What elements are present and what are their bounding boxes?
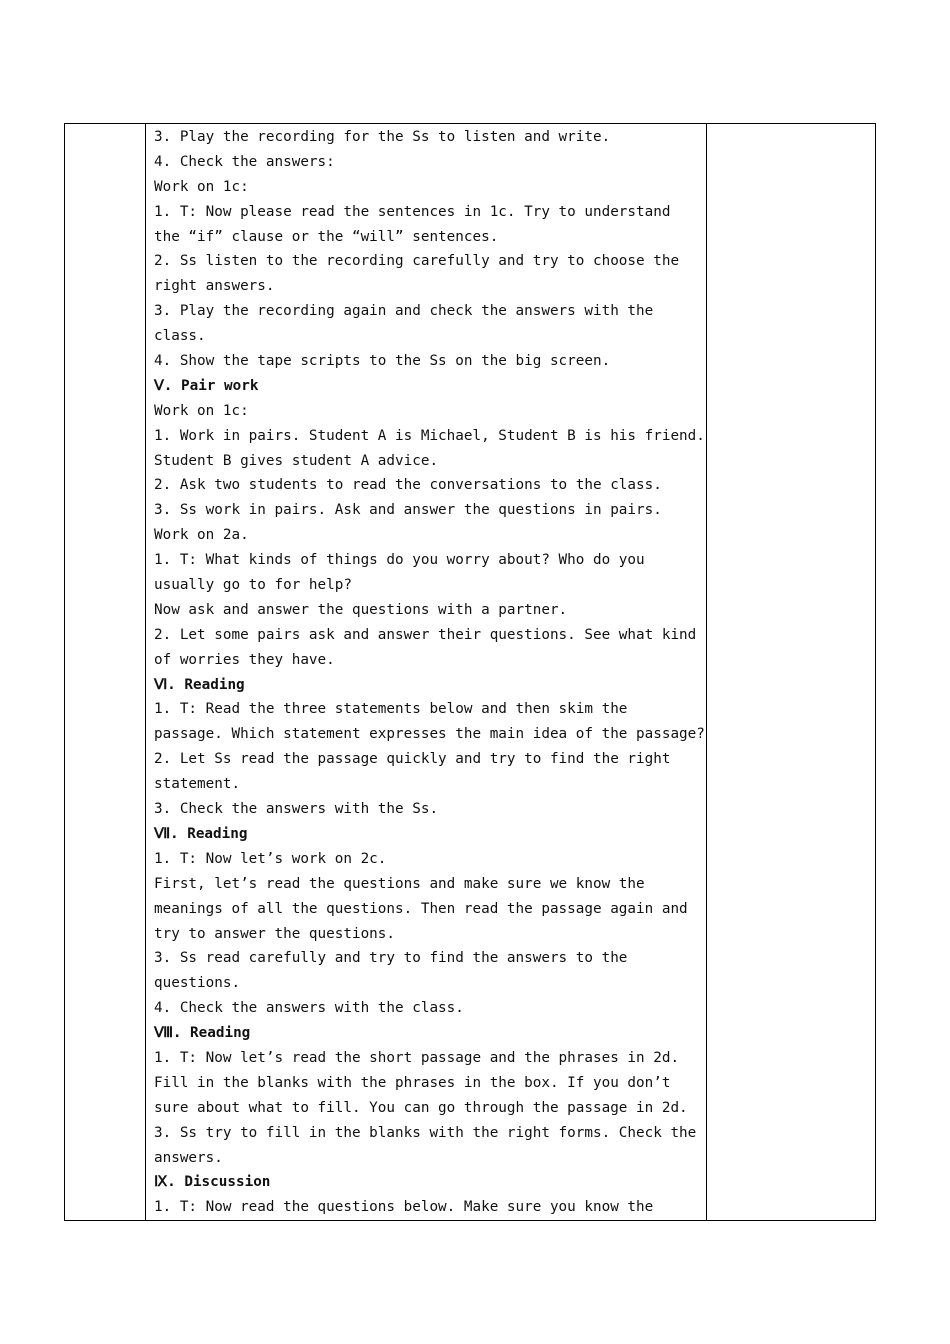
text-line: 4. Check the answers with the class. xyxy=(154,1000,464,1017)
text-line: 1. T: Now please read the sentences in 1c. Try to understand xyxy=(154,203,671,220)
text-line: 4. Check the answers: xyxy=(154,153,335,170)
text-line: 2. Let Ss read the passage quickly and try to find the right xyxy=(154,751,671,768)
text-line: 1. Work in pairs. Student A is Michael, Student B is his friend. xyxy=(154,427,705,444)
text-line: 1. T: Now let’s work on 2c. xyxy=(154,850,387,867)
text-line: 4. Show the tape scripts to the Ss on the big screen. xyxy=(154,353,611,370)
text-line: 3. Check the answers with the Ss. xyxy=(154,801,439,818)
section-heading: Ⅴ. Pair work xyxy=(154,377,259,394)
notes-cell xyxy=(707,124,876,1221)
text-line: 3. Ss try to fill in the blanks with the right forms. Check the xyxy=(154,1124,697,1141)
text-line: 1. T: Now read the questions below. Make sure you know the xyxy=(154,1199,654,1216)
table-row xyxy=(65,124,876,1221)
text-line: 2. Ss listen to the recording carefully and try to choose the xyxy=(154,253,680,270)
text-line: Now ask and answer the questions with a partner. xyxy=(154,601,568,618)
left-margin-cell xyxy=(65,124,146,1221)
text-line: 2. Ask two students to read the conversations to the class. xyxy=(154,477,662,494)
section-heading: Ⅶ. Reading xyxy=(154,825,248,842)
text-line: 1. T: Read the three statements below and then skim the xyxy=(154,701,628,718)
text-line: usually go to for help? xyxy=(154,577,352,594)
text-line: class. xyxy=(154,328,206,345)
procedure-text xyxy=(146,124,706,1220)
text-line: the “if” clause or the “will” sentences. xyxy=(154,228,499,245)
text-line: First, let’s read the questions and make sure we know the xyxy=(154,875,645,892)
text-line: Work on 1c: xyxy=(154,402,249,419)
procedure-cell xyxy=(146,124,707,1221)
text-line: Work on 2a. xyxy=(154,527,249,544)
text-line: 1. T: Now let’s read the short passage and the phrases in 2d. xyxy=(154,1049,680,1066)
text-line: of worries they have. xyxy=(154,651,335,668)
text-line: 3. Ss work in pairs. Ask and answer the questions in pairs. xyxy=(154,502,662,519)
text-line: 3. Play the recording for the Ss to listen and write. xyxy=(154,129,611,145)
lesson-plan-table xyxy=(64,123,876,1221)
text-line: 3. Ss read carefully and try to find the answers to the xyxy=(154,950,628,967)
text-line: meanings of all the questions. Then read the passage again and xyxy=(154,900,688,917)
text-line: statement. xyxy=(154,776,241,793)
text-line: Student B gives student A advice. xyxy=(154,452,439,469)
text-line: 2. Let some pairs ask and answer their questions. See what kind xyxy=(154,626,697,643)
text-line: Fill in the blanks with the phrases in the box. If you don’t xyxy=(154,1074,671,1091)
text-line: sure about what to fill. You can go through the passage in 2d. xyxy=(154,1099,688,1116)
text-line: questions. xyxy=(154,975,241,992)
text-line: Work on 1c: xyxy=(154,178,249,195)
section-heading: Ⅷ. Reading xyxy=(154,1025,251,1042)
text-line: try to answer the questions. xyxy=(154,925,396,942)
section-heading: Ⅸ. Discussion xyxy=(154,1174,271,1191)
text-line: answers. xyxy=(154,1149,223,1166)
text-line: passage. Which statement expresses the main idea of the passage? xyxy=(154,726,705,743)
text-line: right answers. xyxy=(154,278,275,295)
section-heading: Ⅵ. Reading xyxy=(154,676,245,693)
text-line: 1. T: What kinds of things do you worry about? Who do you xyxy=(154,552,645,569)
text-line: 3. Play the recording again and check the answers with the xyxy=(154,303,654,320)
